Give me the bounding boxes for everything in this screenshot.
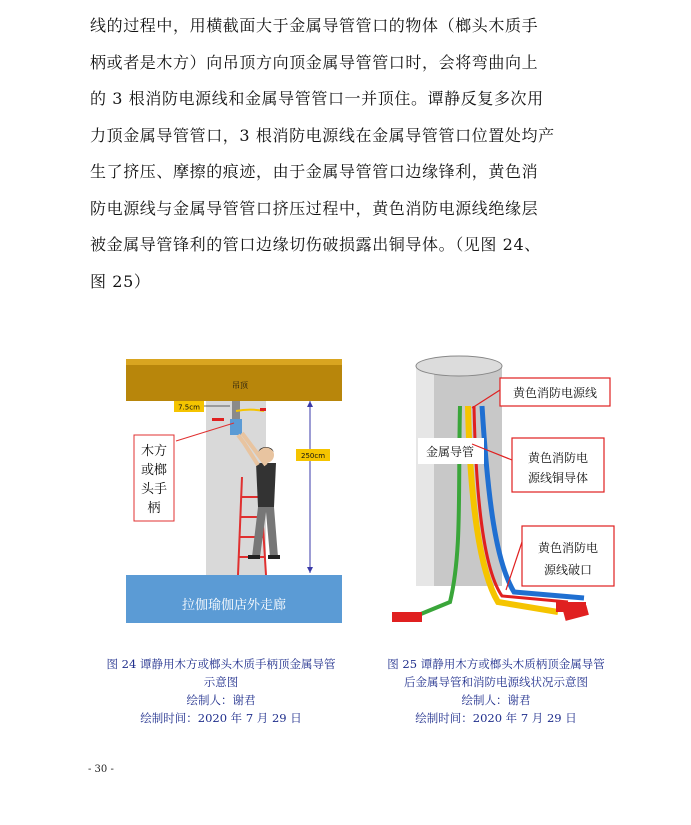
yellow-wire-label: 黄色消防电源线 xyxy=(512,386,598,400)
ceiling-edge xyxy=(126,359,342,365)
callout-text-line: 木方 xyxy=(140,444,168,459)
page-number: - 30 - xyxy=(88,764,114,775)
break-label-line: 源线破口 xyxy=(543,563,593,577)
wire-end-red xyxy=(260,408,266,411)
paragraph-line: 防电源线与金属导管管口挤压过程中，黄色消防电源线绝缘层 xyxy=(90,198,539,218)
figure-25-caption xyxy=(370,655,622,727)
wire-end-red xyxy=(392,612,422,622)
break-label-box xyxy=(522,526,614,586)
caption-title: 图 25 谭静用木方或榔头木质柄顶金属导管 xyxy=(387,657,605,671)
paragraph-line: 力顶金属导管管口，3 根消防电源线在金属导管管口位置处均产 xyxy=(90,125,555,145)
conduit-highlight xyxy=(416,366,434,586)
copper-label-line: 源线铜导体 xyxy=(527,471,589,485)
body-paragraph xyxy=(90,8,610,300)
conduit-top xyxy=(416,356,502,376)
caption-title: 后金属导管和消防电源线状况示意图 xyxy=(404,675,588,689)
figure-24-caption xyxy=(96,655,346,727)
wood-block xyxy=(230,419,242,435)
callout-text-line: 头手 xyxy=(140,482,168,497)
caption-author: 绘制人：谢君 xyxy=(186,693,256,707)
gap-label: 7.5cm xyxy=(178,403,200,412)
figure-24-illustration xyxy=(126,357,342,623)
break-label-line: 黄色消防电 xyxy=(537,541,599,555)
caption-title: 示意图 xyxy=(203,675,239,689)
copper-label-line: 黄色消防电 xyxy=(527,451,589,465)
caption-date: 绘制时间：2020 年 7 月 29 日 xyxy=(140,711,302,725)
callout-text-line: 或榔 xyxy=(140,463,168,478)
caption-title: 图 24 谭静用木方或榔头木质手柄顶金属导管 xyxy=(106,657,336,671)
caption-author: 绘制人：谢君 xyxy=(461,693,531,707)
figure-25-illustration xyxy=(388,352,618,632)
ceiling xyxy=(126,359,342,401)
ceiling-label: 吊顶 xyxy=(232,381,248,390)
paragraph-line: 柄或者是木方）向吊顶方向顶金属导管管口时，会将弯曲向上 xyxy=(90,52,539,72)
paragraph-line: 线的过程中，用横截面大于金属导管管口的物体（榔头木质手 xyxy=(90,16,539,35)
conduit-label: 金属导管 xyxy=(425,445,475,459)
paragraph-line: 图 25） xyxy=(90,271,151,291)
paragraph-line: 的 3 根消防电源线和金属导管管口一并顶住。谭静反复多次用 xyxy=(90,89,544,108)
paragraph-line: 生了挤压、摩擦的痕迹，由于金属导管管口边缘锋利，黄色消 xyxy=(90,162,539,181)
floor-label: 拉伽瑜伽店外走廊 xyxy=(181,598,287,613)
paragraph-line: 被金属导管锋利的管口边缘切伤破损露出铜导体。（见图 24、 xyxy=(90,235,541,254)
height-label: 250cm xyxy=(300,452,326,460)
wire-end-red xyxy=(212,418,224,421)
callout-text-line: 柄 xyxy=(147,501,161,516)
arrow-up xyxy=(307,401,313,407)
arrow-down xyxy=(307,567,313,573)
caption-date: 绘制时间：2020 年 7 月 29 日 xyxy=(415,711,577,725)
callout-line xyxy=(506,542,522,590)
